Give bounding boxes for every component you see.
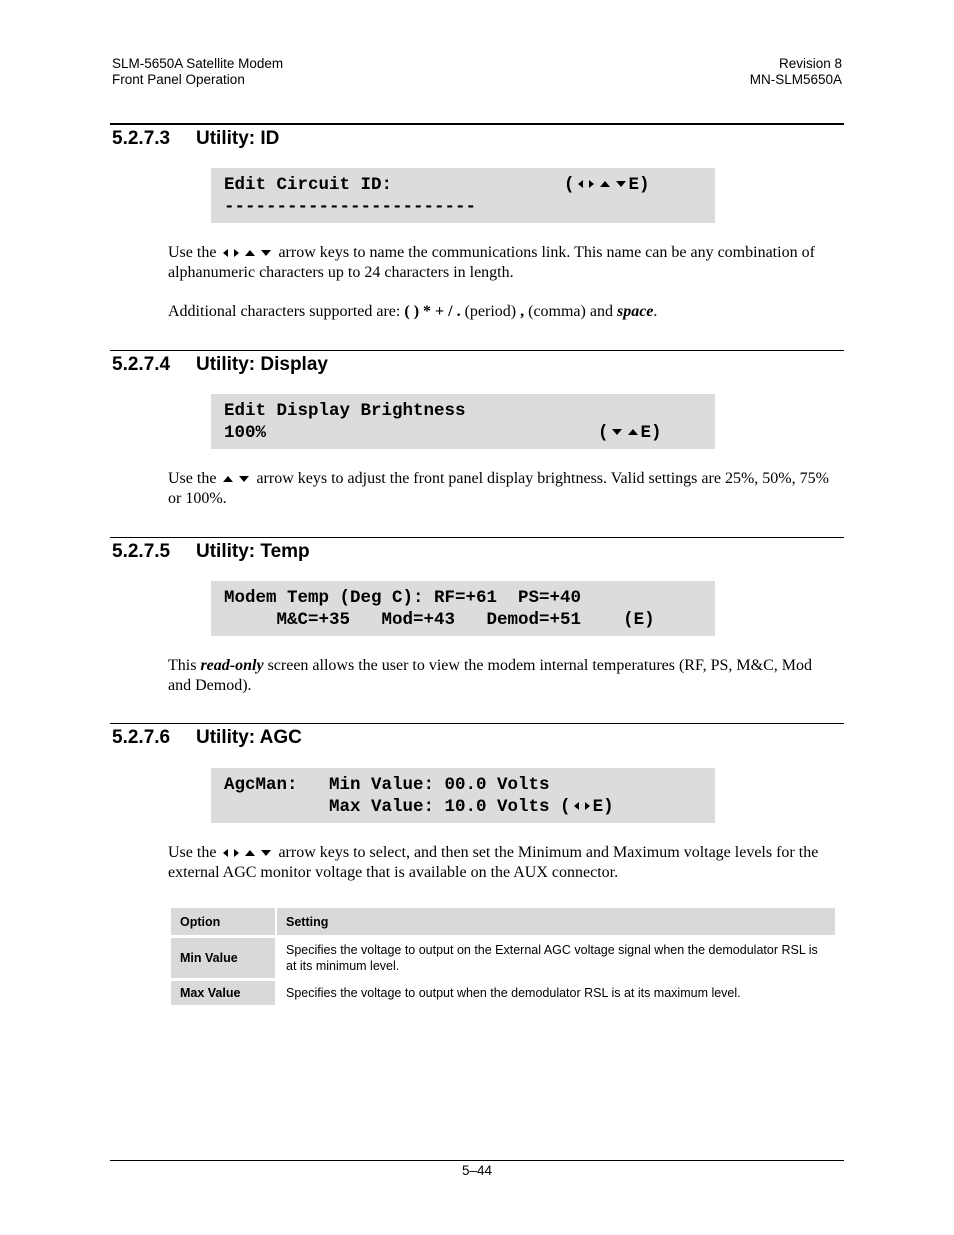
up-arrow-icon — [223, 476, 233, 482]
lcd-line-2: ------------------------ — [224, 197, 477, 217]
lcd-text: 100% — [224, 423, 267, 443]
special-chars: ( ) * + / . — [404, 303, 461, 320]
text-run: Additional characters supported are: — [168, 303, 401, 320]
paragraph-id-usage — [168, 243, 838, 283]
table-row — [171, 938, 835, 978]
key-enter: E) — [640, 423, 662, 443]
section-heading-utility-display — [112, 354, 328, 376]
down-arrow-icon — [239, 476, 249, 482]
right-arrow-icon — [234, 849, 239, 857]
up-arrow-icon — [628, 429, 638, 435]
lcd-line-1: Modem Temp (Deg C): RF=+61 PS=+40 — [224, 588, 582, 608]
lcd-display-brightness — [211, 394, 715, 449]
option-name: Max Value — [171, 981, 275, 1005]
section-title: Utility: AGC — [196, 727, 302, 748]
up-arrow-icon — [245, 850, 255, 856]
lcd-display-agc — [211, 768, 715, 823]
section-heading-utility-agc — [112, 727, 302, 749]
paragraph-brightness-usage — [168, 469, 838, 509]
lcd-line-1: AgcMan: Min Value: 00.0 Volts — [224, 775, 550, 795]
text-run: Use the — [168, 244, 217, 261]
text-run: This — [168, 657, 197, 674]
lcd-line-2 — [224, 796, 702, 818]
section-divider — [110, 350, 844, 351]
section-number: 5.2.7.5 — [112, 541, 171, 562]
paragraph-agc-usage — [168, 843, 838, 883]
revision-label: Revision 8 — [778, 56, 842, 71]
space-term: space — [616, 303, 654, 320]
option-setting: Specifies the voltage to output when the demodulator RSL is at its maximum level. — [277, 981, 835, 1005]
key-paren: ( — [564, 175, 575, 195]
manual-number: MN-SLM5650A — [749, 72, 842, 87]
section-number: 5.2.7.6 — [112, 727, 171, 748]
left-arrow-icon — [223, 849, 228, 857]
lcd-key-hint — [564, 174, 650, 196]
section-heading-utility-temp — [112, 541, 310, 563]
left-arrow-icon — [223, 249, 228, 257]
left-arrow-icon — [578, 180, 583, 188]
right-arrow-icon — [585, 802, 590, 810]
key-enter: E) — [628, 175, 650, 195]
section-divider — [110, 537, 844, 538]
page-header-right — [750, 56, 842, 88]
option-name: Min Value — [171, 938, 275, 978]
lcd-line-1: Edit Display Brightness — [224, 401, 466, 421]
lcd-text: Max Value: 10.0 Volts ( — [224, 797, 571, 817]
text-run: arrow keys to name the communications link. This name can be any combination of alphanumeric characters up to 24 characters in length. — [168, 244, 815, 281]
right-arrow-icon — [234, 249, 239, 257]
text-run: arrow keys to adjust the front panel display brightness. Valid settings are 25%, 50%, 75% or 100%. — [168, 470, 829, 507]
lcd-line-2 — [224, 422, 702, 444]
section-divider — [110, 123, 844, 125]
text-run: (period) — [464, 303, 517, 320]
lcd-display-circuit-id — [211, 168, 715, 223]
down-arrow-icon — [612, 429, 622, 435]
footer-divider — [110, 1160, 844, 1161]
section-heading-utility-id — [112, 128, 279, 150]
page-header-left — [112, 56, 283, 88]
text-run: (comma) and — [528, 303, 613, 320]
section-number: 5.2.7.4 — [112, 354, 171, 375]
section-title: Utility: ID — [196, 128, 280, 149]
page-number: 5–44 — [461, 1163, 493, 1178]
left-arrow-icon — [574, 802, 579, 810]
text-run: . — [653, 303, 658, 320]
read-only-term: read-only — [200, 657, 264, 674]
section-number: 5.2.7.3 — [112, 128, 171, 149]
table-header-row — [171, 908, 835, 935]
down-arrow-icon — [261, 850, 271, 856]
up-arrow-icon — [600, 181, 610, 187]
comma-char: , — [520, 303, 525, 320]
text-run: screen allows the user to view the modem internal temperatures (RF, PS, M&C, Mod and Demod). — [168, 657, 812, 694]
lcd-text: Edit Circuit ID: — [224, 175, 393, 195]
table-row — [171, 981, 835, 1005]
lcd-key-hint — [598, 422, 662, 444]
agc-options-table — [169, 905, 837, 1008]
lcd-line-1 — [224, 174, 702, 196]
document-title: SLM-5650A Satellite Modem — [112, 56, 284, 71]
key-paren: ( — [598, 423, 609, 443]
down-arrow-icon — [616, 181, 626, 187]
lcd-display-temperature — [211, 581, 715, 636]
paragraph-temp-usage — [168, 656, 838, 696]
chapter-title: Front Panel Operation — [112, 72, 245, 87]
text-run: arrow keys to select, and then set the Minimum and Maximum voltage levels for the external AGC monitor voltage that is available on the AUX connector. — [168, 844, 819, 881]
right-arrow-icon — [589, 180, 594, 188]
down-arrow-icon — [261, 250, 271, 256]
up-arrow-icon — [245, 250, 255, 256]
option-setting: Specifies the voltage to output on the External AGC voltage signal when the demodulator RSL is at its minimum level. — [277, 938, 835, 978]
section-divider — [110, 723, 844, 724]
key-enter: E) — [592, 797, 614, 817]
lcd-line-2: M&C=+35 Mod=+43 Demod=+51 (E) — [224, 610, 655, 630]
section-title: Utility: Temp — [196, 541, 310, 562]
text-run: Use the — [168, 844, 217, 861]
paragraph-additional-characters — [168, 302, 838, 322]
column-header-setting: Setting — [277, 908, 835, 935]
text-run: Use the — [168, 470, 217, 487]
section-title: Utility: Display — [196, 354, 328, 375]
column-header-option: Option — [171, 908, 275, 935]
